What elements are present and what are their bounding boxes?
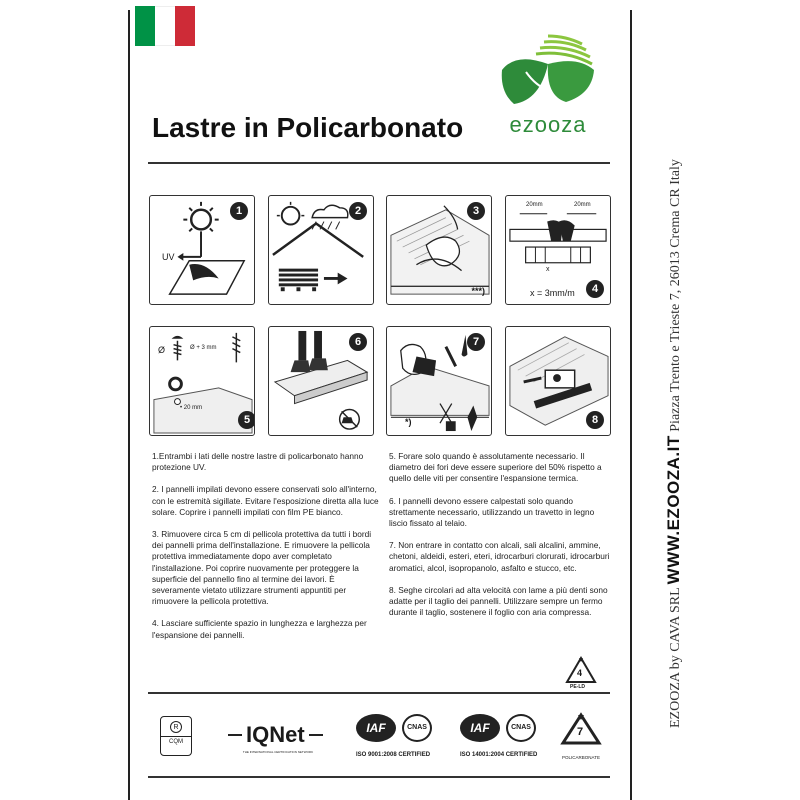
- header-divider: [148, 162, 610, 164]
- recycle-code: 4: [577, 668, 583, 678]
- iso14001-cert-logo: [460, 712, 550, 762]
- panel-footnote: *): [405, 417, 412, 427]
- panel-5-drilling: [149, 326, 255, 436]
- instruction-7: 7. Non entrare in contatto con alcali, sali alcalini, ammine, chetoni, aldeidi, esteri, eteri, idrocarburi clorurati, idrocarburi aromatici, alcol, isopropanolo, asfalto e stucco, etc.: [389, 540, 610, 573]
- panel-3-film-removal: [386, 195, 492, 305]
- panel-7-chemicals: [386, 326, 492, 436]
- panel-footnote: ***): [471, 286, 485, 296]
- panel-1-uv-protection: [149, 195, 255, 305]
- panel-6-walking: [268, 326, 374, 436]
- panel-8-cutting: [505, 326, 611, 436]
- panel-number-badge: 1: [230, 202, 248, 220]
- footer-divider-top: [148, 692, 610, 694]
- iaf-badge: IAF: [460, 714, 500, 742]
- cqm-cert-logo: [160, 712, 192, 762]
- cnas-badge: CNAS: [402, 714, 432, 742]
- iso9001-cert-logo: [356, 712, 446, 762]
- x-label: x: [546, 266, 550, 273]
- panel-number-badge: 7: [467, 333, 485, 351]
- panel-number-badge: 6: [349, 333, 367, 351]
- panel-2-storage: [268, 195, 374, 305]
- company-side-text: [664, 159, 684, 728]
- iqnet-subtitle: THE INTERNATIONAL CERTIFICATION NETWORK: [242, 750, 314, 754]
- instruction-2: 2. I pannelli impilati devono essere conservati solo all'interno, con le estremità sigillate. Evitare l'esposizione diretta alla luce solare. Coprire i pannelli impilati con film PE bianco.: [152, 484, 379, 517]
- edge-distance: • 20 mm: [180, 405, 203, 411]
- uv-label: UV: [162, 252, 175, 262]
- panel-number-badge: 5: [238, 411, 255, 429]
- diameter-plus: Ø + 3 mm: [190, 345, 217, 351]
- instruction-4: 4. Lasciare sufficiente spazio in lunghezza e larghezza per l'espansione dei pannelli.: [152, 618, 367, 640]
- instructions-left-column: [152, 451, 384, 652]
- iqnet-text: IQNet: [246, 722, 305, 747]
- iso9001-label: ISO 9001:2008 CERTIFIED: [356, 752, 431, 758]
- cqm-r: R: [170, 721, 182, 733]
- instruction-3: 3. Rimuovere circa 5 cm di pellicola protettiva da tutti i bordi dei pannelli prima dell'installazione. E rimuovere la pellicola protettiva immediatamente dopo aver completato l'installazione. Poi coprire nuovamente per proteggere la superficie del pannello fino al termine dei lavori. È severamente vietato utilizzare strumenti appuntiti per rimuovere la pellicola protettiva.: [152, 529, 372, 607]
- panel-4-expansion: [505, 195, 611, 305]
- instruction-8: 8. Seghe circolari ad alta velocità con lame a più denti sono adatte per il taglio dei pannelli. Utilizzare sempre un fermo durante il taglio, sostenere il foglio con aria compressa.: [389, 584, 608, 618]
- panel-number-badge: 8: [586, 411, 604, 429]
- company-address: Piazza Trento e Trieste 7, 26013 Crema CR Italy: [668, 159, 683, 436]
- panel-number-badge: 3: [467, 202, 485, 220]
- italy-flag-icon: [135, 6, 195, 46]
- recycle-code-7: 7: [577, 726, 584, 738]
- recycle-label: PE-LD: [570, 684, 585, 690]
- instruction-1: 1.Entrambi i lati delle nostre lastre di policarbonato hanno protezione UV.: [152, 451, 364, 473]
- instruction-6: 6. I pannelli devono essere calpestati solo quando strettamente necessario, utilizzando un travetto in legno liscio fissato al telaio.: [389, 495, 595, 529]
- website-link[interactable]: WWW.EZOOZA.IT: [664, 435, 683, 585]
- panel-number-badge: 2: [349, 202, 367, 220]
- recycle-pe-ld-icon: [564, 656, 598, 692]
- leaf-logo-icon: [496, 30, 600, 112]
- dim-left: 20mm: [526, 202, 543, 208]
- instructions-right-column: [389, 451, 611, 629]
- polycarbonate-label: POLICARBONATE: [562, 755, 600, 760]
- ezooza-logo: [496, 30, 600, 138]
- cnas-badge: CNAS: [506, 714, 536, 742]
- iaf-badge: IAF: [356, 714, 396, 742]
- logo-text: ezooza: [509, 112, 587, 137]
- footer-divider-bottom: [148, 776, 610, 778]
- cqm-text: CQM: [161, 736, 191, 745]
- company-name: EZOOZA by CAVA SRL: [668, 584, 683, 728]
- expansion-formula: x = 3mm/m: [530, 288, 575, 298]
- iso14001-label: ISO 14001:2004 CERTIFIED: [460, 752, 538, 758]
- iqnet-cert-logo: [228, 712, 328, 762]
- dim-right: 20mm: [574, 202, 591, 208]
- panel-number-badge: 4: [586, 280, 604, 298]
- instruction-5: 5. Forare solo quando è assolutamente necessario. Il diametro dei fori deve essere superiore del 50% rispetto a quello delle viti per consentire l'espansione termica.: [389, 451, 602, 484]
- polycarbonate-recycle-logo: [556, 712, 606, 762]
- page-title: Lastre in Policarbonato: [152, 112, 464, 143]
- diameter-symbol: Ø: [158, 345, 166, 355]
